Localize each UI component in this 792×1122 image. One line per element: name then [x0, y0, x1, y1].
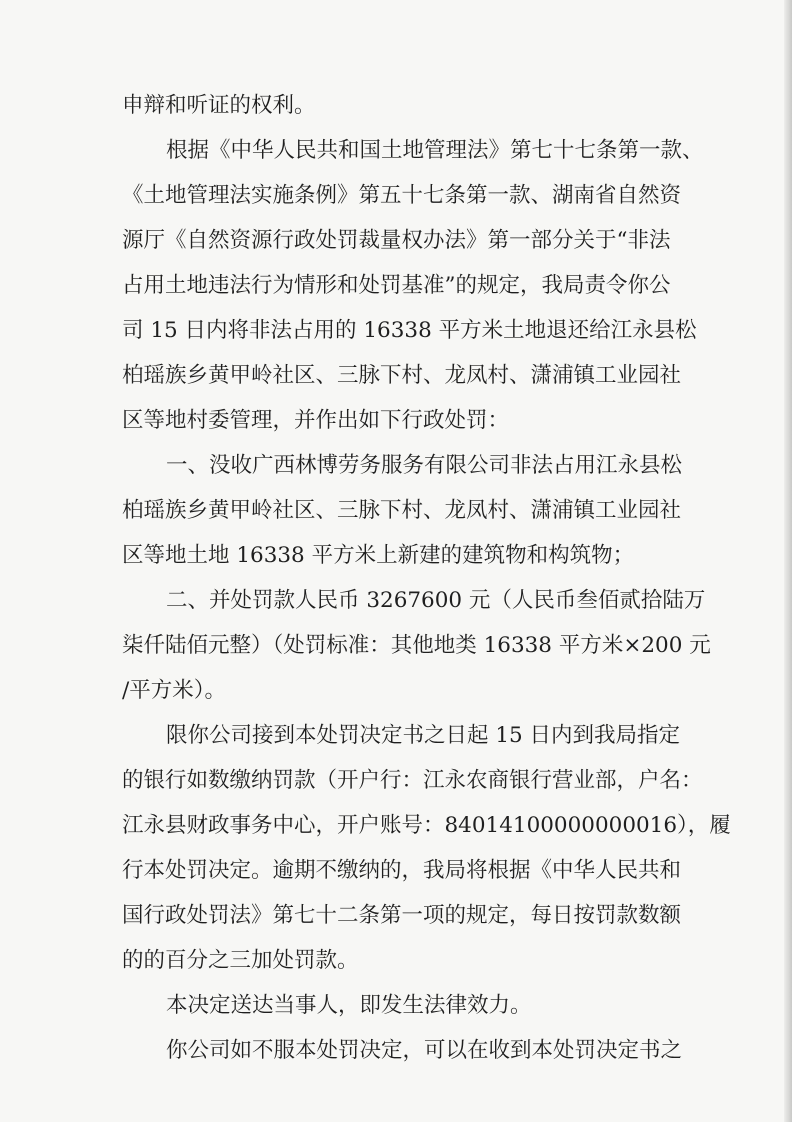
text-line-content: 占用土地违法行为情形和处罚基准”的规定，我局责令你公 — [122, 273, 671, 298]
text-line-content: 一、没收广西林博劳务服务有限公司非法占用江永县松 — [166, 453, 683, 478]
text-line — [0, 401, 792, 441]
text-line-content: 的的百分之三加处罚款。 — [122, 948, 359, 973]
text-line-content: 源厅《自然资源行政处罚裁量权办法》第一部分关于“非法 — [122, 228, 671, 253]
text-line — [0, 86, 792, 126]
text-line — [0, 536, 792, 576]
text-line-content: 区等地土地 16338 平方米上新建的建筑物和构筑物； — [122, 543, 635, 568]
text-line-content: 江永县财政事务中心，开户账号：84014100000000016），履 — [122, 813, 731, 838]
text-line — [0, 311, 792, 351]
text-line-content: 你公司如不服本处罚决定，可以在收到本处罚决定书之 — [166, 1038, 683, 1063]
text-line — [0, 221, 792, 261]
text-line-content: 行本处罚决定。逾期不缴纳的，我局将根据《中华人民共和 — [122, 858, 682, 883]
page-edge-shadow — [784, 0, 792, 1122]
text-line — [0, 176, 792, 216]
text-line — [0, 806, 792, 846]
text-line-content: 根据《中华人民共和国土地管理法》第七十七条第一款、 — [166, 138, 704, 163]
text-line — [0, 1031, 792, 1071]
text-line — [0, 761, 792, 801]
text-line — [0, 896, 792, 936]
text-line — [0, 491, 792, 531]
text-line — [0, 986, 792, 1026]
text-line — [0, 266, 792, 306]
text-line — [0, 626, 792, 666]
text-line-content: 柒仟陆佰元整）（处罚标准：其他地类 16338 平方米×200 元 — [122, 633, 711, 658]
text-line-content: 国行政处罚法》第七十二条第一项的规定，每日按罚款数额 — [122, 903, 682, 928]
text-line-content: 柏瑶族乡黄甲岭社区、三脉下村、龙凤村、潇浦镇工业园社 — [122, 498, 682, 523]
text-line-content: 的银行如数缴纳罚款（开户行：江永农商银行营业部，户名： — [122, 768, 703, 793]
text-line-content: 区等地村委管理，并作出如下行政处罚： — [122, 408, 510, 433]
text-line — [0, 131, 792, 171]
text-line-content: 申辩和听证的权利。 — [122, 93, 316, 118]
text-line-content: 二、并处罚款人民币 3267600 元（人民币叁佰贰拾陆万 — [166, 588, 706, 613]
text-line — [0, 446, 792, 486]
text-line-content: 司 15 日内将非法占用的 16338 平方米土地退还给江永县松 — [122, 318, 697, 343]
text-line — [0, 716, 792, 756]
text-line-content: /平方米）。 — [122, 678, 226, 703]
text-line — [0, 941, 792, 981]
text-line — [0, 356, 792, 396]
text-line — [0, 581, 792, 621]
text-line-content: 柏瑶族乡黄甲岭社区、三脉下村、龙凤村、潇浦镇工业园社 — [122, 363, 682, 388]
text-line-content: 本决定送达当事人，即发生法律效力。 — [166, 993, 532, 1018]
text-line-content: 《土地管理法实施条例》第五十七条第一款、湖南省自然资 — [122, 183, 682, 208]
text-line-content: 限你公司接到本处罚决定书之日起 15 日内到我局指定 — [166, 723, 681, 748]
text-line — [0, 851, 792, 891]
text-line — [0, 671, 792, 711]
